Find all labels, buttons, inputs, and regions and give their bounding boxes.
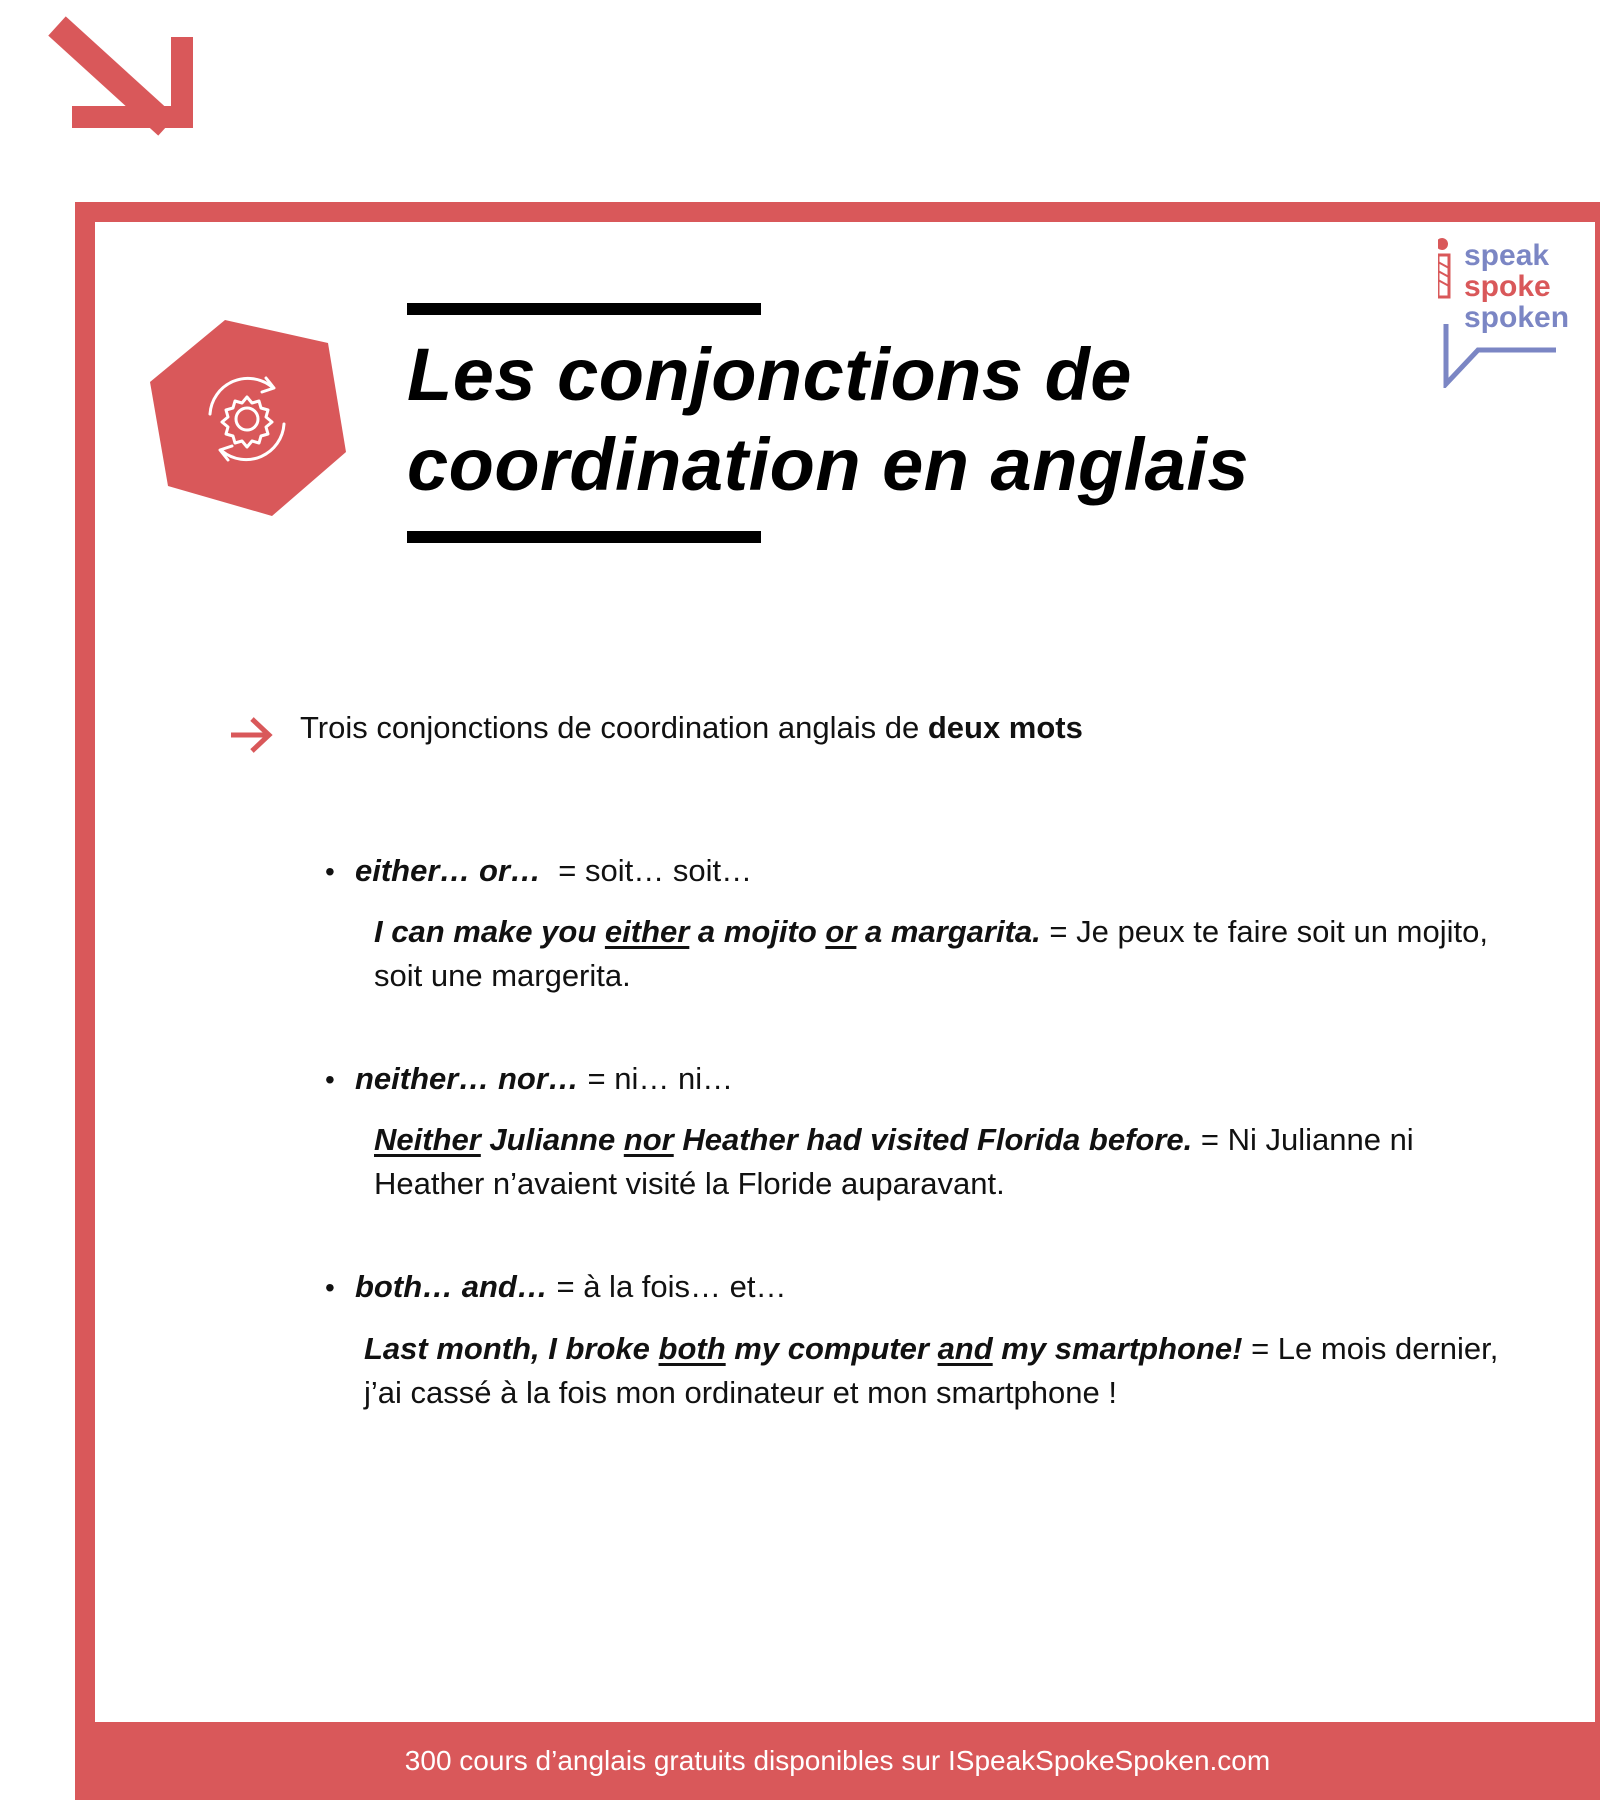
list-item-neither-nor bbox=[325, 1061, 733, 1097]
logo-line-spoke: spoke bbox=[1464, 270, 1551, 303]
example-translation: = Le mois dernier, j’ai cassé à la fois mon ordinateur et mon smartphone ! bbox=[364, 1331, 1499, 1410]
right-arrow-icon bbox=[228, 715, 274, 755]
brand-logo bbox=[1464, 240, 1569, 333]
title-line-2: coordination en anglais bbox=[407, 423, 1250, 506]
list-item-both-and bbox=[325, 1269, 787, 1305]
intro-bold: deux mots bbox=[927, 710, 1083, 745]
list-item-either-or bbox=[325, 853, 752, 889]
bullet: • bbox=[325, 1272, 335, 1303]
example-translation: = Je peux te faire soit un mojito, soit une margerita. bbox=[374, 914, 1488, 993]
term-translation: = à la fois… et… bbox=[556, 1269, 787, 1304]
title-line-1: Les conjonctions de bbox=[407, 333, 1132, 416]
term-translation: = ni… ni… bbox=[587, 1061, 734, 1096]
example-neither-nor bbox=[374, 1118, 1524, 1206]
title-rule-bottom bbox=[407, 531, 761, 543]
intro-lead: Trois conjonctions de coordination anglais de bbox=[300, 710, 928, 745]
logo-line-speak: speak bbox=[1464, 239, 1550, 272]
example-both-and bbox=[364, 1327, 1514, 1415]
example-translation: = Ni Julianne ni Heather n’avaient visité la Floride auparavant. bbox=[374, 1122, 1414, 1201]
example-english: Last month, I broke both my computer and my smartphone! bbox=[364, 1331, 1243, 1366]
footer-text: 300 cours d’anglais gratuits disponibles sur ISpeakSpokeSpoken.com bbox=[404, 1745, 1271, 1776]
bullet: • bbox=[325, 856, 335, 887]
footer bbox=[75, 1722, 1600, 1800]
down-right-arrow-icon bbox=[45, 14, 205, 164]
example-english: Neither Julianne nor Heather had visited Florida before. bbox=[374, 1122, 1193, 1157]
bullet: • bbox=[325, 1064, 335, 1095]
logo-line-spoken: spoken bbox=[1464, 301, 1570, 334]
intro-text bbox=[300, 710, 1083, 746]
term: both… and… bbox=[355, 1269, 548, 1304]
example-english: I can make you either a mojito or a margarita. bbox=[374, 914, 1041, 949]
title-rule-top bbox=[407, 303, 761, 315]
term-translation: = soit… soit… bbox=[558, 853, 753, 888]
gear-refresh-icon bbox=[148, 318, 346, 518]
page-title bbox=[407, 330, 1249, 510]
term: either… or… bbox=[355, 853, 542, 888]
term: neither… nor… bbox=[355, 1061, 579, 1096]
example-either-or bbox=[374, 910, 1524, 998]
